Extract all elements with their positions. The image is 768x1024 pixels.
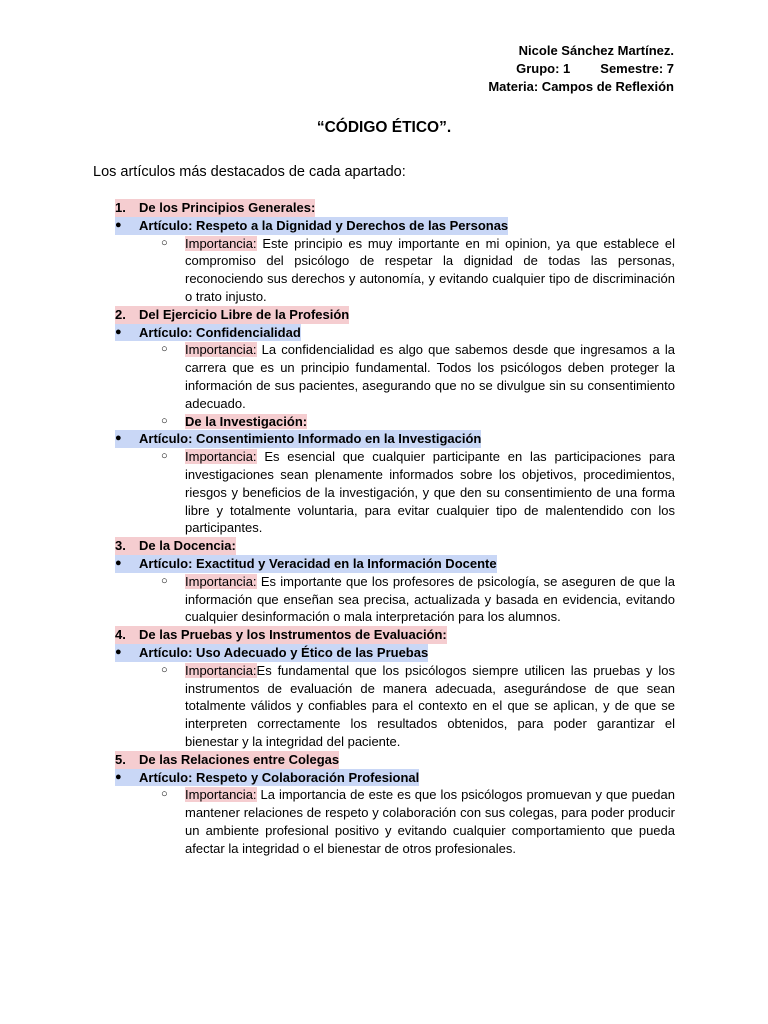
section-number: 5. (115, 751, 139, 769)
section-title: De los Principios Generales: (139, 200, 316, 215)
bullet-icon: ● (115, 644, 139, 662)
circle-bullet-icon: ○ (161, 574, 168, 587)
importance-text: La importancia de este es que los psicólogos promuevan y que puedan mantener relaciones de respeto y colaboración con sus colegas, para poder producir un ambiente profesional positivo y evitando cualquier comportamiento que pueda afectar la integridad o el bienestar de otros profesionales. (185, 787, 675, 856)
group-label: Grupo: 1 (516, 61, 571, 76)
author-name: Nicole Sánchez Martínez. (518, 43, 674, 58)
circle-bullet-icon: ○ (161, 788, 168, 801)
section-heading (115, 199, 675, 217)
subheading-text: De la Investigación: (185, 413, 308, 429)
importance-text: Es importante que los profesores de psicología, se aseguren de que la información que enseñan sea precisa, actualizada y basada en evidencia, evitando cualquier desinformación o mala interpretación para los alumnos. (185, 573, 675, 625)
section-heading (115, 626, 675, 644)
section-heading (115, 306, 675, 324)
section-heading (115, 751, 675, 769)
section-title: Del Ejercicio Libre de la Profesión (139, 306, 350, 322)
document-title: “CÓDIGO ÉTICO”. (316, 119, 452, 136)
circle-bullet-icon: ○ (161, 663, 168, 676)
importance-item (115, 341, 675, 412)
importance-text: La confidencialidad es algo que sabemos desde que ingresamos a la carrera que es un principio fundamental. Todos los psicólogos deben proteger la información de sus pacientes, asegurando que no se divulgue sin su consentimiento adecuado. (185, 342, 675, 411)
article-heading (115, 769, 675, 787)
semester-label: Semestre: 7 (600, 61, 674, 76)
circle-bullet-icon: ○ (161, 414, 168, 427)
bullet-icon: ● (115, 324, 139, 342)
section-number: 1. (115, 199, 139, 217)
importance-label: Importancia: (185, 787, 257, 803)
importance-item (115, 235, 675, 306)
importance-label: Importancia: (185, 573, 257, 589)
importance-item (115, 786, 675, 857)
article-title: Artículo: Respeto a la Dignidad y Derechos de las Personas (139, 217, 509, 233)
article-title: Artículo: Consentimiento Informado en la Investigación (139, 431, 482, 447)
bullet-icon: ● (115, 217, 139, 235)
author-header (488, 42, 674, 96)
importance-text: Este principio es muy importante en mi opinion, ya que establece el compromiso del psicólogo de respetar la dignidad de todas las personas, reconociendo sus derechos y autonomía, y evitando cualquier tipo de discriminación o trato injusto. (185, 235, 675, 304)
section-number: 2. (115, 306, 139, 324)
importance-item (115, 573, 675, 626)
bullet-icon: ● (115, 769, 139, 787)
importance-item (115, 448, 675, 537)
articles-list (115, 199, 675, 857)
article-heading (115, 644, 675, 662)
circle-bullet-icon: ○ (161, 450, 168, 463)
section-number: 4. (115, 626, 139, 644)
article-title: Artículo: Uso Adecuado y Ético de las Pruebas (139, 644, 429, 660)
section-heading (115, 537, 675, 555)
importance-label: Importancia: (185, 662, 257, 678)
importance-item (115, 662, 675, 751)
article-title: Artículo: Respeto y Colaboración Profesional (139, 769, 420, 785)
intro-text: Los artículos más destacados de cada apartado: (93, 164, 406, 180)
subject-label: Materia: Campos de Reflexión (488, 79, 674, 94)
circle-bullet-icon: ○ (161, 343, 168, 356)
bullet-icon: ● (115, 430, 139, 448)
article-heading (115, 430, 675, 448)
article-title: Artículo: Confidencialidad (139, 324, 301, 340)
subheading-item (115, 413, 675, 431)
bullet-icon: ● (115, 555, 139, 573)
section-title: De las Relaciones entre Colegas (139, 751, 340, 767)
section-title: De las Pruebas y los Instrumentos de Evaluación: (139, 627, 447, 643)
importance-text: Es fundamental que los psicólogos siempre utilicen las pruebas y los instrumentos de evaluación de manera adecuada, asegurándose de que sean totalmente válidos y confiables para el contexto en el que se aplican, y de que se interpreten correctamente los resultados obtenidos, para poder garantizar el bienestar y la integridad del paciente. (185, 662, 675, 749)
article-heading (115, 555, 675, 573)
importance-text: Es esencial que cualquier participante en las participaciones para investigaciones sean plenamente informados sobre los objetivos, procedimientos, riesgos y beneficios de la investigación, y que den su consentimiento de una forma libre y totalmente voluntaria, para evitar cualquier tipo de malentendido con los participantes. (185, 449, 675, 536)
article-heading (115, 324, 675, 342)
importance-label: Importancia: (185, 235, 257, 251)
group-semester-line (488, 60, 674, 78)
article-heading (115, 217, 675, 235)
circle-bullet-icon: ○ (161, 236, 168, 249)
section-number: 3. (115, 537, 139, 555)
importance-label: Importancia: (185, 449, 257, 465)
section-title: De la Docencia: (139, 538, 236, 554)
importance-label: Importancia: (185, 342, 257, 358)
article-title: Artículo: Exactitud y Veracidad en la Información Docente (139, 555, 497, 571)
